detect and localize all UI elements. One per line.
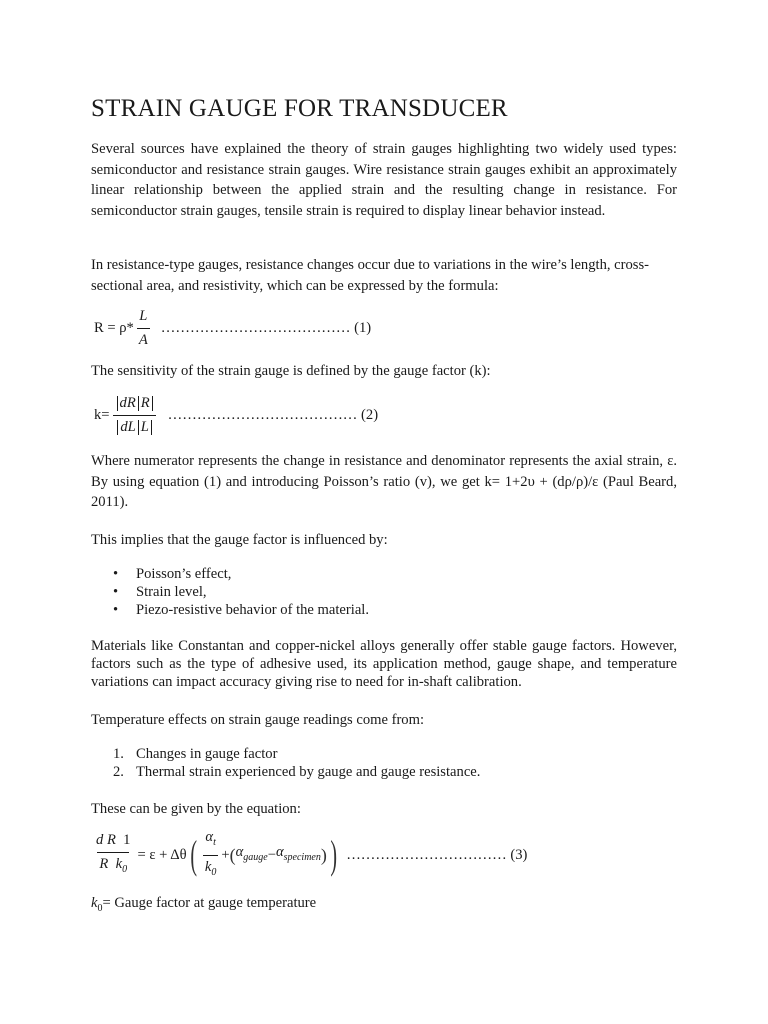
equation-3-plus: + (221, 846, 230, 863)
equation-3 (91, 830, 527, 880)
list-number: 2. (113, 764, 124, 780)
equation-1-lhs: R = ρ* (94, 319, 134, 336)
equation-1-number: ………………………………… (1) (160, 319, 372, 336)
equation-2-den-a: dL (120, 418, 136, 435)
list-item (91, 601, 369, 619)
equation-2-numerator (113, 393, 157, 415)
equation-3-den-b-sub: 0 (122, 863, 128, 875)
alpha-t-sub: t (213, 837, 216, 848)
alpha-specimen (276, 842, 321, 869)
right-paren-icon: ) (320, 844, 327, 865)
alpha-gauge-sub: gauge (243, 851, 268, 863)
list-item (91, 745, 480, 763)
left-paren-icon: ( (229, 844, 236, 865)
temperature-paragraph: Temperature effects on strain gauge readings come from: (91, 712, 425, 728)
equation-3-lhs-numerator (94, 830, 132, 852)
equation-3-den-b: k (115, 855, 123, 872)
equation-1 (94, 308, 371, 348)
sensitivity-paragraph: The sensitivity of the strain gauge is defined by the gauge factor (k): (91, 363, 491, 379)
k0-sub: 0 (211, 866, 217, 878)
equation-2-denominator (113, 415, 156, 438)
alpha-t: α (205, 829, 214, 845)
equation-2-number: ………………………………… (2) (167, 406, 379, 423)
influence-bullet-list (91, 565, 369, 619)
equation-1-numerator: L (139, 308, 148, 324)
bullet-text: Piezo-resistive behavior of the material. (136, 602, 370, 618)
list-item (91, 763, 480, 781)
alpha-gauge-symbol: α (235, 843, 244, 860)
equation-3-lhs-denominator (97, 852, 129, 881)
list-item (91, 565, 369, 583)
implies-paragraph: This implies that the gauge factor is influenced by: (91, 532, 388, 548)
bullet-text: Poisson’s effect, (136, 566, 232, 582)
k0-definition-text: = Gauge factor at gauge temperature (102, 895, 317, 911)
equation-3-number: …………………………… (3) (346, 846, 528, 863)
equation-3-alpha-fraction (203, 827, 218, 883)
equation-3-den-a: R (99, 855, 109, 872)
equation-3-num-b: 1 (123, 832, 131, 848)
equation-3-mid: = ε + Δθ (137, 846, 187, 863)
equation-3-alpha-numerator (203, 827, 217, 855)
equation-3-alpha-denominator (203, 855, 218, 884)
list-item (91, 583, 369, 601)
equation-2-lhs: k= (94, 406, 110, 423)
equation-2-den-b: L (140, 418, 149, 435)
resistance-type-paragraph: In resistance-type gauges, resistance changes occur due to variations in the wire’s length, cross-sectional area, and resistivity, which can be expressed by the formula: (91, 257, 650, 294)
equation-2-num-b: R (140, 395, 150, 411)
equation-3-minus: − (267, 846, 276, 863)
k0-definition-sub: 0 (97, 903, 103, 914)
alpha-gauge (236, 842, 268, 869)
bullet-icon: • (113, 602, 119, 618)
list-text: Changes in gauge factor (136, 746, 278, 762)
bullet-icon: • (113, 584, 119, 600)
materials-paragraph: Materials like Constantan and copper-nickel alloys generally offer stable gauge factors. However, factors such as the type of adhesive used, its application method, gauge shape, and temperature variations can impact accuracy giving rise to need for in-shaft calibration. (91, 638, 677, 690)
bullet-text: Strain level, (136, 584, 207, 600)
equation-1-fraction (137, 306, 150, 350)
alpha-specimen-symbol: α (275, 843, 284, 860)
left-brace-icon: ( (189, 832, 197, 877)
given-by-paragraph: These can be given by the equation: (91, 801, 301, 817)
page-title: STRAIN GAUGE FOR TRANSDUCER (91, 95, 508, 122)
alpha-specimen-sub: specimen (283, 851, 321, 863)
equation-1-denominator: A (137, 328, 150, 351)
equation-2-fraction (113, 393, 157, 437)
temperature-numbered-list (91, 745, 480, 781)
right-brace-icon: ) (330, 832, 337, 877)
bullet-icon: • (113, 566, 119, 582)
intro-paragraph: Several sources have explained the theory of strain gauges highlighting two widely used types: semiconductor and resistance strain gauges. Wire resistance strain gauges exhibit an approximately linear relationship between the applied strain and the resulting change in resistance. For semiconductor strain gauges, tensile strain is required to display linear behavior instead. (91, 141, 677, 219)
list-number: 1. (113, 746, 124, 762)
equation-2 (94, 393, 378, 437)
k0-symbol: k (204, 858, 212, 875)
numerator-paragraph: Where numerator represents the change in resistance and denominator represents the axial strain, ε. By using equation (1) and introducing Poisson’s ratio (v), we get k= 1+2υ + (dρ/ρ)/ε (Paul Beard, 2011). (91, 453, 677, 510)
equation-3-lhs-fraction (94, 830, 132, 880)
k0-definition-symbol: k (91, 895, 98, 911)
k0-definition (91, 893, 316, 920)
list-text: Thermal strain experienced by gauge and gauge resistance. (136, 764, 481, 780)
equation-3-num-a: d R (96, 832, 116, 848)
equation-2-num-a: dR (119, 395, 136, 411)
